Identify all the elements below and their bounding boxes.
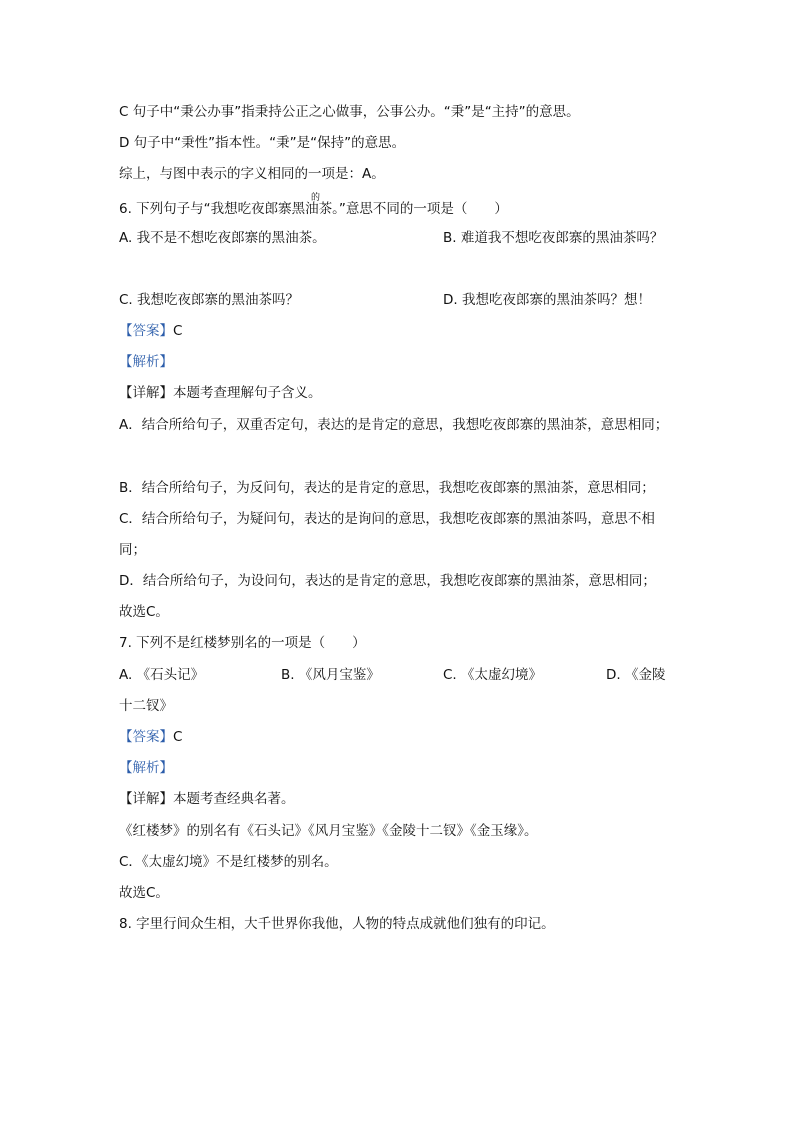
q7-answer <box>119 728 182 746</box>
d-note: D 句子中“秉性”指本性。“秉”是“保持”的意思。 <box>119 135 406 151</box>
q8-stem: 8. 字里行间众生相，大千世界你我他，人物的特点成就他们独有的印记。 <box>119 916 555 932</box>
q6-stem-superscript: 的 <box>311 193 321 203</box>
conclusion-q5: 综上，与图中表示的字义相同的一项是：A。 <box>119 166 385 182</box>
q6-explanation-b: B．结合所给句子，为反问句，表达的是肯定的意思，我想吃夜郎寨的黑油茶，意思相同； <box>119 480 655 496</box>
q6-option-b: B. 难道我不想吃夜郎寨的黑油茶吗？ <box>443 230 664 246</box>
q7-stem: 7. 下列不是红楼梦别名的一项是（ ） <box>119 635 366 651</box>
q6-answer-value: C <box>173 323 183 339</box>
q7-option-b: B. 《风月宝鉴》 <box>281 667 380 683</box>
q7-answer-value: C <box>173 729 183 745</box>
q6-conclusion: 故选C。 <box>119 604 169 620</box>
q7-analysis-tag: 【解析】 <box>119 760 173 776</box>
q7-detail-text: 本题考查经典名著。 <box>173 791 295 807</box>
q7-option-c: C. 《太虚幻境》 <box>443 667 543 683</box>
c-note: C 句子中“秉公办事”指秉持公正之心做事，公事公办。“秉”是“主持”的意思。 <box>119 104 580 120</box>
q6-option-c: C. 我想吃夜郎寨的黑油茶吗？ <box>119 292 300 308</box>
q6-detail-tag: 【详解】 <box>119 385 173 401</box>
q7-detail-tag: 【详解】 <box>119 791 173 807</box>
q6-stem-before: 6. 下列句子与“我想吃夜郎寨 <box>119 201 292 217</box>
q7-conclusion: 故选C。 <box>119 885 169 901</box>
q6-detail-text: 本题考查理解句子含义。 <box>173 385 322 401</box>
q6-answer-tag: 【答案】 <box>119 323 173 339</box>
q6-option-a: A. 我不是不想吃夜郎寨的黑油茶。 <box>119 230 326 246</box>
q6-detail <box>119 384 322 402</box>
q6-explanation-a: A．结合所给句子，双重否定句，表达的是肯定的意思，我想吃夜郎寨的黑油茶，意思相同； <box>119 417 669 433</box>
q7-answer-tag: 【答案】 <box>119 729 173 745</box>
q7-explanation-c: C．《太虚幻境》不是红楼梦的别名。 <box>119 854 338 870</box>
q7-explanation-aliases: 《红楼梦》的别名有《石头记》《风月宝鉴》《金陵十二钗》《金玉缘》。 <box>119 823 538 839</box>
q6-analysis-tag: 【解析】 <box>119 354 173 370</box>
q6-option-d: D. 我想吃夜郎寨的黑油茶吗？想！ <box>443 292 651 308</box>
q7-detail <box>119 790 295 808</box>
q7-option-a: A. 《石头记》 <box>119 667 205 683</box>
q6-stem-after: 黑油茶。”意思不同的一项是（ ） <box>291 201 508 217</box>
q7-option-d-cont: 十二钗》 <box>119 698 173 714</box>
q7-option-d: D. 《金陵 <box>606 667 666 683</box>
q6-explanation-c-cont: 同； <box>119 542 146 558</box>
q6-explanation-d: D．结合所给句子，为设问句，表达的是肯定的意思，我想吃夜郎寨的黑油茶，意思相同； <box>119 573 656 589</box>
q6-answer <box>119 322 182 340</box>
q6-explanation-c: C．结合所给句子，为疑问句，表达的是询问的意思，我想吃夜郎寨的黑油茶吗，意思不相 <box>119 511 655 527</box>
